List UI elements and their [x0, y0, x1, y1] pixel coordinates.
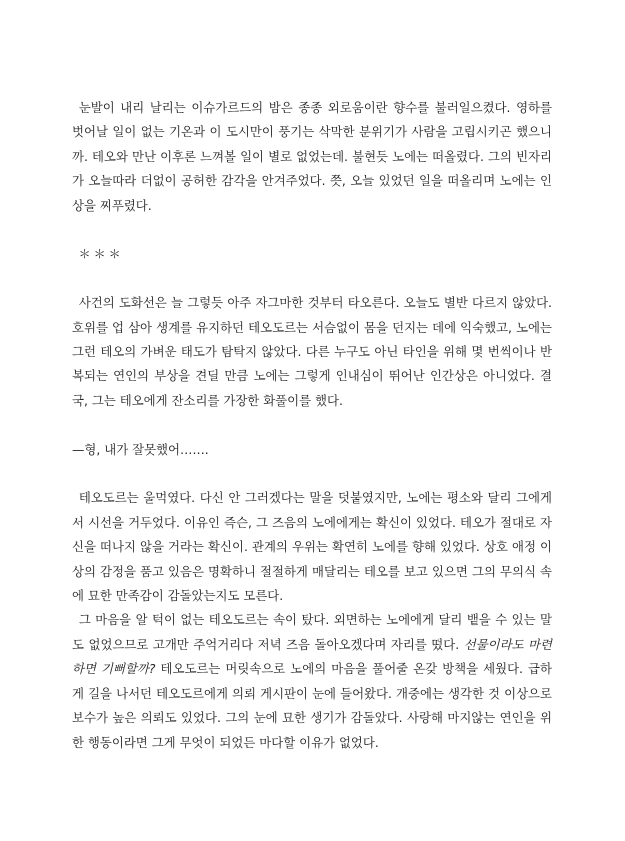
paragraph-gap	[72, 218, 552, 242]
paragraph-4-italic-thought: 선물이라도 마련하면 기뻐할까?	[72, 636, 552, 677]
paragraph-3: 테오도르는 울먹였다. 다신 안 그러겠다는 말을 덧붙였지만, 노에는 평소와 달리 그에게서 시선을 거두었다. 이유인 즉슨, 그 즈음의 노에에게는 확신이 있었다. 테오가 절대로 자신을 떠나지 않을 거라는 확신이. 관계의 우위는 확연히 노에를 향해 있었다. 상호 애정 이상의 감정을 품고 있음은 명확하니 절절하게 매달리는 테오를 보고 있으면 그의 무의식 속에 묘한 만족감이 감돌았는지도 모른다.	[72, 490, 552, 604]
paragraph-4-part-a: 그 마음을 알 턱이 없는 테오도르는 속이 탔다. 외면하는 노에에게 달리 뱉을 수 있는 말도 없었으므로 고개만 주억거리다 저녁 즈음 돌아오겠다며 자리를 떴다.	[72, 612, 552, 652]
paragraph-gap	[72, 413, 552, 437]
paragraph-2: 사건의 도화선은 늘 그렇듯 아주 자그마한 것부터 타오른다. 오늘도 별반 다르지 않았다. 호위를 업 삼아 생계를 유지하던 테오도르는 서슴없이 몸을 던지는 데에 익숙했고, 노에는 그런 테오의 가벼운 태도가 탐탁지 않았다. 다른 누구도 아닌 타인을 위해 몇 번씩이나 반복되는 연인의 부상을 견딜 만큼 노에는 그렇게 인내심이 뛰어난 인간상은 아니었다. 결국, 그는 테오에게 잔소리를 가장한 화풀이를 했다.	[72, 295, 552, 408]
dialogue-line: —형, 내가 잘못했어…….	[72, 441, 209, 457]
paragraph-gap	[72, 267, 552, 291]
document-body	[72, 96, 552, 755]
section-separator: ＊＊＊	[78, 247, 124, 262]
paragraph-4	[72, 608, 552, 754]
paragraph-gap	[72, 462, 552, 486]
paragraph-4-part-b: 테오도르는 머릿속으로 노에의 마음을 풀어줄 온갖 방책을 세웠다. 급하게 길을 나서던 테오도르에게 의뢰 게시판이 눈에 들어왔다. 개중에는 생각한 것 이상으로 보수가 높은 의뢰도 있었다. 그의 눈에 묘한 생기가 감돌았다. 사랑해 마지않는 연인을 위한 행동이라면 그게 무엇이 되었든 마다할 이유가 없었다.	[72, 661, 552, 750]
paragraph-1: 눈발이 내리 날리는 이슈가르드의 밤은 종종 외로움이란 향수를 불러일으켰다. 영하를 벗어날 일이 없는 기온과 이 도시만이 풍기는 삭막한 분위기가 사람을 고립시키곤 했으니까. 테오와 만난 이후론 느껴볼 일이 별로 없었는데. 불현듯 노에는 떠올렸다. 그의 빈자리가 오늘따라 더없이 공허한 감각을 안겨주었다. 쯧, 오늘 있었던 일을 떠올리며 노에는 인상을 찌푸렸다.	[72, 100, 552, 213]
